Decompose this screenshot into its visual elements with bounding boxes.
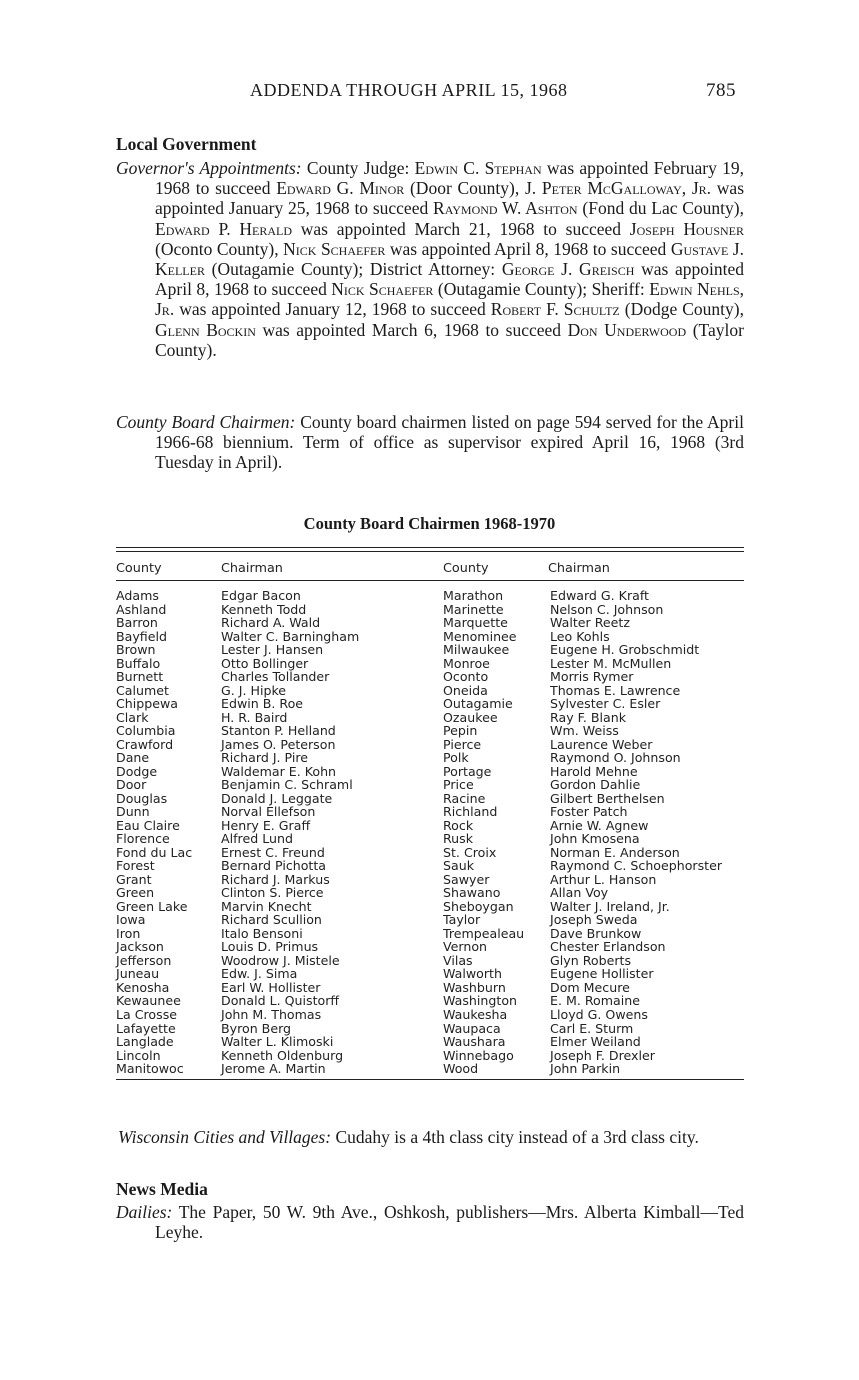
appointment-text: was appointed April 8, 1968 to succeed [155,259,744,300]
person-name: George J. Greisch [501,259,635,280]
county-cell: Kenosha [116,979,170,995]
chairman-cell: Walter L. Klimoski [221,1034,334,1050]
left-county-column [116,589,192,1076]
chairman-cell: H. R. Baird [221,709,288,725]
county-cell: Menominee [443,628,517,644]
county-cell: Grant [116,871,152,887]
chairman-cell: John Kmosena [550,831,640,847]
chairman-cell: Richard J. Pire [221,750,309,766]
county-cell: Waushara [443,1034,506,1050]
county-cell: Ashland [116,601,167,617]
appointment-text: was appointed January 12, 1968 to succeed [174,299,491,320]
person-name: Don Underwood [567,319,687,340]
chairman-cell: Walter J. Ireland, Jr. [550,898,670,914]
person-name: Edward P. Herald [155,218,292,239]
chairman-cell: Norman E. Anderson [550,844,680,860]
header-chairman-right: Chairman [548,561,610,576]
chairman-cell: Edw. J. Sima [221,966,298,982]
chairman-cell: Waldemar E. Kohn [221,763,337,779]
county-board-chairmen-text: County board chairmen listed on page 594 served for the April 1966-68 biennium. Term of office as supervisor expired April 16, 1968 (3rd Tuesday in April). [155,412,744,473]
cities-villages-lead: Wisconsin Cities and Villages: [118,1127,332,1147]
chairman-cell: Earl W. Hollister [221,979,321,995]
chairman-cell: Otto Bollinger [221,655,309,671]
county-cell: Manitowoc [116,1061,184,1077]
county-board-chairmen-paragraph [116,412,744,473]
county-cell: Adams [116,588,159,603]
chairman-cell: Laurence Weber [550,736,653,752]
table-title: County Board Chairmen 1968-1970 [303,514,556,533]
appointment-text: (Fond du Lac County), [577,198,745,219]
appointment-text: was appointed March 21, 1968 to succeed [292,218,630,239]
chairman-cell: Harold Mehne [550,763,638,779]
table-top-rule-2 [116,551,744,552]
county-cell: Burnett [116,669,164,685]
chairman-cell: Glyn Roberts [550,952,632,968]
chairman-cell: Lester M. McMullen [550,655,672,671]
county-cell: Polk [443,750,469,766]
chairman-cell: Raymond C. Schoephorster [550,858,723,874]
appointment-text: (Dodge County), [619,299,744,320]
dailies-lead: Dailies: [116,1202,173,1222]
county-cell: Waupaca [443,1020,501,1036]
county-cell: Langlade [116,1034,174,1050]
county-cell: Door [116,777,147,793]
chairman-cell: Gordon Dahlie [550,777,641,793]
county-cell: Forest [116,858,155,874]
county-cell: Dunn [116,804,150,820]
county-cell: Walworth [443,966,502,982]
header-chairman-left: Chairman [221,561,283,576]
chairman-cell: Byron Berg [221,1020,292,1036]
person-name: Robert F. Schultz [490,299,620,320]
county-cell: La Crosse [116,1006,178,1022]
person-name: Glenn Bockin [155,319,256,340]
appointment-text: was appointed January 25, 1968 to succeed [155,178,745,219]
chairman-cell: Dave Brunkow [550,925,642,941]
chairman-cell: Donald L. Quistorff [221,993,340,1009]
county-cell: Portage [443,763,492,779]
chairman-cell: Edwin B. Roe [221,696,304,712]
chairman-cell: Woodrow J. Mistele [221,952,340,968]
county-cell: Sheboygan [443,898,514,914]
chairman-cell: Foster Patch [550,804,628,820]
county-cell: Clark [116,709,149,725]
county-cell: Vernon [443,939,488,955]
chairman-cell: Henry E. Graff [221,817,311,833]
chairman-cell: E. M. Romaine [550,993,640,1009]
chairman-cell: Leo Kohls [550,628,610,644]
governors-appointments-lead: Governor's Appointments: [116,158,302,178]
chairman-cell: Italo Bensoni [221,925,303,941]
chairman-cell: Morris Rymer [550,669,634,685]
county-cell: Ozaukee [443,709,498,725]
county-cell: Waukesha [443,1006,508,1022]
chairman-cell: Allan Voy [550,885,609,901]
chairman-cell: Wm. Weiss [550,723,619,739]
county-board-chairmen-lead: County Board Chairmen: [116,412,296,432]
person-name: J. Peter McGalloway, Jr. [524,178,712,199]
right-chairman-column [550,589,722,1076]
chairman-cell: Edgar Bacon [221,588,301,603]
county-cell: Sawyer [443,871,490,887]
right-county-column [443,589,524,1076]
county-cell: Iron [116,925,141,941]
chairman-cell: Arthur L. Hanson [550,871,657,887]
header-county-right: County [443,561,489,576]
county-cell: Rock [443,817,474,833]
county-cell: Milwaukee [443,642,510,658]
county-cell: Washington [443,993,518,1009]
county-cell: Dodge [116,763,158,779]
county-cell: Barron [116,615,158,631]
person-name: Edward G. Minor [276,178,405,199]
chairman-cell: Walter Reetz [550,615,630,631]
county-cell: Marinette [443,601,504,617]
county-cell: Shawano [443,885,501,901]
chairman-cell: Louis D. Primus [221,939,319,955]
county-cell: Price [443,777,474,793]
county-cell: Kewaunee [116,993,181,1009]
appointment-text: (Oconto County), [155,238,284,259]
chairman-cell: Edward G. Kraft [550,588,649,603]
chairman-cell: G. J. Hipke [221,682,287,698]
county-cell: Dane [116,750,150,766]
county-cell: Winnebago [443,1047,514,1063]
chairman-cell: Thomas E. Lawrence [550,682,681,698]
appointment-text: (Outagamie County); District Attorney: [204,259,502,280]
county-cell: Eau Claire [116,817,180,833]
chairman-cell: Ernest C. Freund [221,844,325,860]
chairman-cell: Arnie W. Agnew [550,817,649,833]
county-cell: Douglas [116,790,168,806]
chairman-cell: Richard Scullion [221,912,322,928]
county-cell: Marathon [443,588,504,603]
chairman-cell: Eugene H. Grobschmidt [550,642,700,658]
chairman-cell: Dom Mecure [550,979,630,995]
county-cell: Pepin [443,723,478,739]
chairman-cell: Ray F. Blank [550,709,627,725]
chairman-cell: Gilbert Berthelsen [550,790,665,806]
person-name: Nick Schaefer [283,238,386,259]
chairman-cell: Richard J. Markus [221,871,330,887]
county-cell: Pierce [443,736,482,752]
county-cell: Washburn [443,979,506,995]
left-chairman-column [221,589,359,1076]
person-name: Edwin Nehls, Jr. [155,279,744,320]
chairman-cell: Eugene Hollister [550,966,654,982]
county-cell: Richland [443,804,498,820]
appointment-text: County Judge: [301,158,415,178]
appointment-text: was appointed March 6, 1968 to succeed [255,319,568,340]
chairman-cell: Joseph Sweda [550,912,638,928]
person-name: Joseph Housner [629,218,744,239]
county-cell: Sauk [443,858,474,874]
chairman-cell: Bernard Pichotta [221,858,327,874]
county-cell: Jackson [116,939,164,955]
chairman-cell: Nelson C. Johnson [550,601,664,617]
county-cell: Oconto [443,669,489,685]
appointment-text: (Outagamie County); Sheriff: [433,279,650,300]
county-cell: Chippewa [116,696,179,712]
table-bottom-rule [116,1079,744,1080]
chairman-cell: Benjamin C. Schraml [221,777,353,793]
person-name: Nick Schaefer [331,279,434,300]
appointment-text: was appointed April 8, 1968 to succeed [385,238,671,259]
county-cell: Columbia [116,723,176,739]
county-cell: Iowa [116,912,146,928]
chairman-cell: Charles Tollander [221,669,330,685]
appointment-text: (Taylor County). [155,319,744,360]
dailies-text: The Paper, 50 W. 9th Ave., Oshkosh, publishers—Mrs. Alberta Kimball—Ted Leyhe. [155,1202,744,1243]
chairman-cell: Elmer Weiland [550,1034,641,1050]
county-cell: Vilas [443,952,473,968]
dailies-paragraph [116,1202,744,1242]
section-heading-news-media: News Media [116,1179,208,1199]
county-cell: Florence [116,831,170,847]
chairman-cell: Donald J. Leggate [221,790,333,806]
table-header-rule [116,580,744,581]
chairman-cell: Clinton S. Pierce [221,885,324,901]
table-top-rule-1 [116,547,744,548]
chairman-cell: Jerome A. Martin [221,1061,326,1077]
county-cell: Outagamie [443,696,513,712]
chairman-cell: John M. Thomas [221,1006,322,1022]
county-cell: Lincoln [116,1047,161,1063]
person-name: Raymond W. Ashton [433,198,578,219]
county-cell: Fond du Lac [116,844,193,860]
chairman-cell: Norval Ellefson [221,804,316,820]
county-cell: Taylor [443,912,481,928]
county-cell: Green [116,885,155,901]
county-cell: Oneida [443,682,488,698]
chairman-cell: Walter C. Barningham [221,628,360,644]
county-cell: Lafayette [116,1020,176,1036]
chairman-cell: John Parkin [550,1061,621,1077]
county-cell: Green Lake [116,898,188,914]
cities-villages-paragraph [118,1127,746,1147]
county-cell: St. Croix [443,844,497,860]
cities-villages-text: Cudahy is a 4th class city instead of a 3rd class city. [331,1127,699,1147]
county-cell: Juneau [116,966,160,982]
running-title: ADDENDA THROUGH APRIL 15, 1968 [250,80,568,100]
chairman-cell: Lloyd G. Owens [550,1006,648,1022]
county-cell: Marquette [443,615,508,631]
chairman-cell: Chester Erlandson [550,939,666,955]
chairman-cell: Kenneth Todd [221,601,307,617]
chairman-cell: Sylvester C. Esler [550,696,661,712]
chairman-cell: Raymond O. Johnson [550,750,681,766]
chairman-cell: Alfred Lund [221,831,293,847]
chairman-cell: Lester J. Hansen [221,642,324,658]
chairman-cell: Joseph F. Drexler [550,1047,655,1063]
county-cell: Brown [116,642,156,658]
governors-appointments-text [155,158,744,360]
county-cell: Racine [443,790,486,806]
appointment-text: was appointed February 19, 1968 to succeed [155,158,744,199]
header-county-left: County [116,561,162,576]
chairman-cell: Carl E. Sturm [550,1020,634,1036]
chairman-cell: James O. Peterson [221,736,336,752]
county-cell: Bayfield [116,628,167,644]
chairman-cell: Kenneth Oldenburg [221,1047,344,1063]
county-cell: Calumet [116,682,169,698]
county-cell: Wood [443,1061,479,1077]
chairman-cell: Stanton P. Helland [221,723,336,739]
chairman-cell: Marvin Knecht [221,898,312,914]
county-cell: Trempealeau [443,925,525,941]
governors-appointments-paragraph [116,158,744,360]
chairman-cell: Richard A. Wald [221,615,321,631]
county-cell: Rusk [443,831,474,847]
person-name: Edwin C. Stephan [414,158,542,178]
person-name: Gustave J. Keller [155,238,744,280]
county-cell: Jefferson [116,952,172,968]
page-number: 785 [706,80,736,101]
county-cell: Crawford [116,736,174,752]
county-cell: Monroe [443,655,490,671]
county-cell: Buffalo [116,655,161,671]
section-heading-local-government: Local Government [116,134,257,154]
appointment-text: (Door County), [404,178,525,199]
